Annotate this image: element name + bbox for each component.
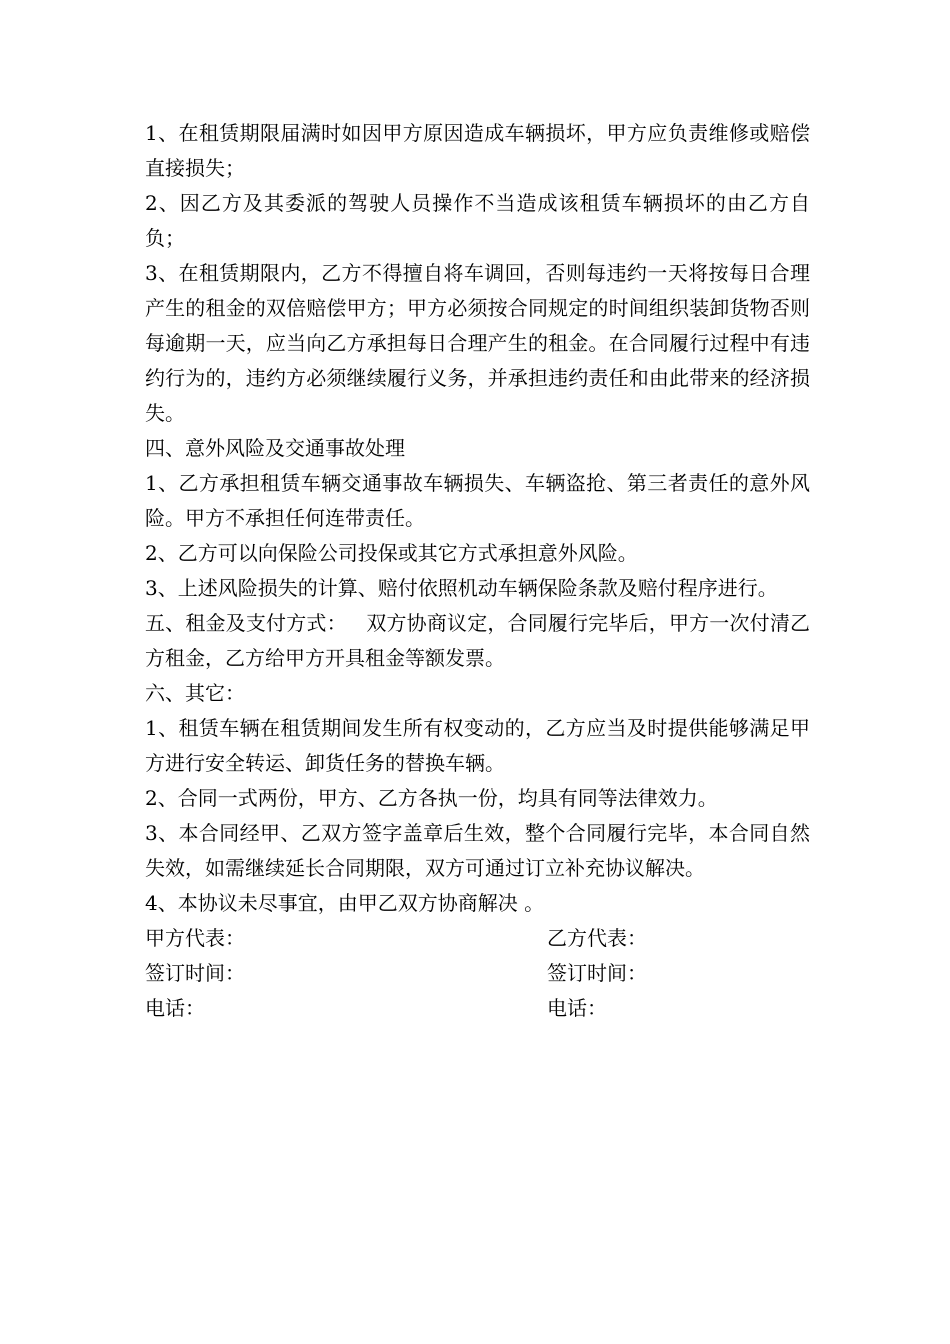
section-4-heading: 四、意外风险及交通事故处理 (145, 436, 405, 460)
signature-row-phone (145, 991, 810, 1026)
clause-2-damage-by-party-b: 2、因乙方及其委派的驾驶人员操作不当造成该租赁车辆损坏的由乙方自负； (145, 191, 810, 250)
signature-row-representative (145, 921, 810, 956)
party-a-phone-label: 电话： (145, 996, 205, 1020)
party-a-representative-label: 甲方代表： (145, 926, 245, 950)
section-4-clause-1: 1、乙方承担租赁车辆交通事故车辆损失、车辆盗抢、第三者责任的意外风险。甲方不承担任何连带责任。 (145, 471, 810, 530)
section-4-clause-2: 2、乙方可以向保险公司投保或其它方式承担意外风险。 (145, 541, 638, 565)
section-6-clause-3: 3、本合同经甲、乙双方签字盖章后生效，整个合同履行完毕，本合同自然失效，如需继续延长合同期限，双方可通过订立补充协议解决。 (145, 821, 810, 880)
clause-1-damage-by-party-a: 1、在租赁期限届满时如因甲方原因造成车辆损坏，甲方应负责维修或赔偿直接损失； (145, 121, 810, 180)
contract-body (145, 116, 810, 1026)
signature-row-date (145, 956, 810, 991)
party-b-sign-date-label: 签订时间： (547, 961, 647, 985)
clause-3-breach-of-contract: 3、在租赁期限内，乙方不得擅自将车调回，否则每违约一天将按每日合理产生的租金的双倍赔偿甲方；甲方必须按合同规定的时间组织装卸货物否则每逾期一天，应当向乙方承担每日合理产生的租金。在合同履行过程中有违约行为的，违约方必须继续履行义务，并承担违约责任和由此带来的经济损失。 (145, 261, 810, 425)
section-5-rent-payment: 五、租金及支付方式： 双方协商议定，合同履行完毕后，甲方一次付清乙方租金，乙方给甲方开具租金等额发票。 (145, 611, 810, 670)
section-4-clause-3: 3、上述风险损失的计算、赔付依照机动车辆保险条款及赔付程序进行。 (145, 576, 778, 600)
party-a-sign-date-label: 签订时间： (145, 961, 245, 985)
section-6-heading: 六、其它： (145, 681, 245, 705)
section-6-clause-1: 1、租赁车辆在租赁期间发生所有权变动的，乙方应当及时提供能够满足甲方进行安全转运、卸货任务的替换车辆。 (145, 716, 810, 775)
section-6-clause-2: 2、合同一式两份，甲方、乙方各执一份，均具有同等法律效力。 (145, 786, 718, 810)
party-b-phone-label: 电话： (547, 996, 607, 1020)
party-b-representative-label: 乙方代表： (547, 926, 647, 950)
section-6-clause-4: 4、本协议未尽事宜，由甲乙双方协商解决 。 (145, 891, 545, 915)
